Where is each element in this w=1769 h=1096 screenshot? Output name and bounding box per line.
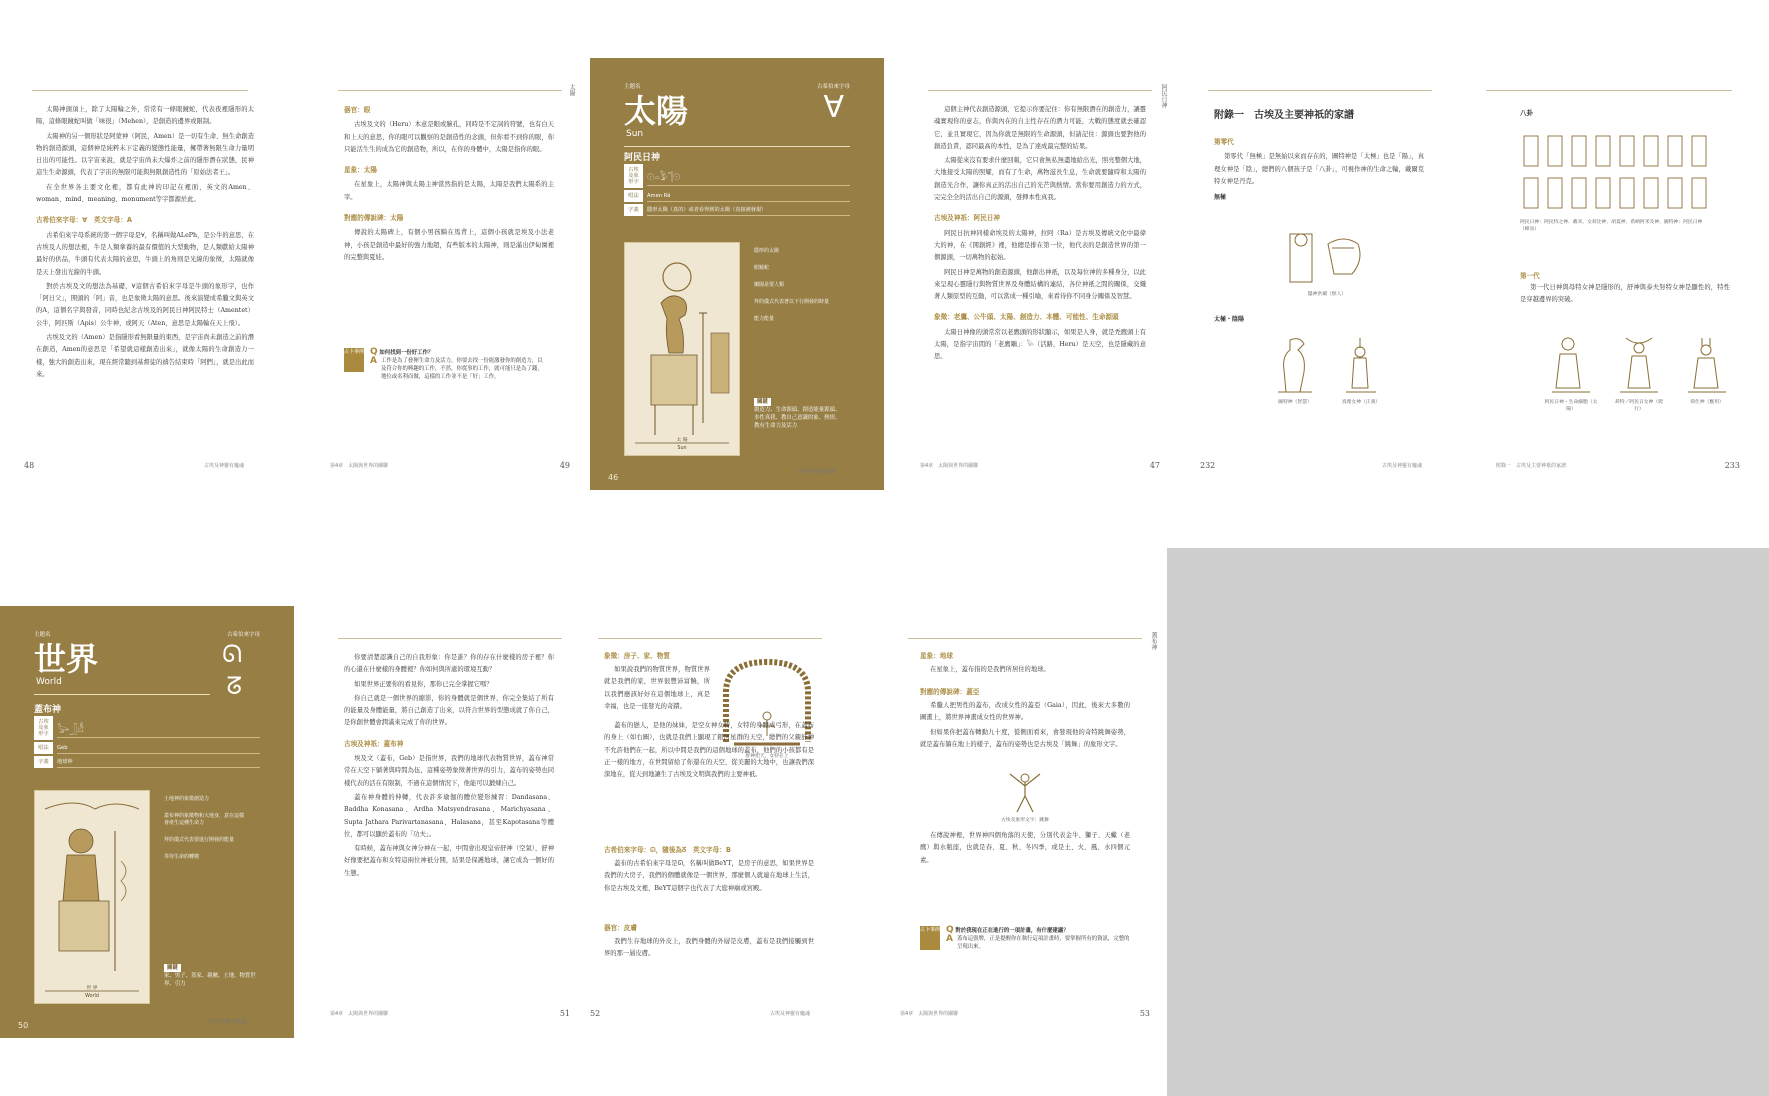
section-heading: 第一代 [1520, 272, 1540, 280]
info-row [624, 164, 850, 188]
page-47-body [934, 104, 1146, 366]
paragraph: 蓋布的古希伯來字母是ᘏ，名稱叫做BeYT，是房子的意思，如果世界是我們的大房子，我們的個體就像是一個世界，那麼個人就連在地球上生活，你是古埃及文裡，BeYT這個字也代表了大庭神廟或宮殿。 [604, 860, 814, 892]
keywords: 家、男子、蓋家、親屬、土地、物質世界、引力 [164, 973, 256, 987]
divination-qa-box [344, 348, 544, 381]
q-letter: Q [946, 925, 954, 935]
thoth-figure [1270, 334, 1320, 398]
info-key: 古埃及象形字 [624, 164, 643, 188]
title-rule [624, 146, 850, 147]
ra-figure [1544, 334, 1598, 398]
god-name: 阿民日神 [624, 153, 661, 163]
page-233 [1478, 78, 1740, 478]
card-subtitle: Sun [626, 129, 644, 139]
info-value: Amen Rá [647, 191, 850, 202]
dance-hieroglyph-figure [990, 770, 1060, 823]
page-footer: 第4章 太陽與世界的關聯 [920, 463, 979, 469]
figure-caption: 古埃及象形文字：跳舞 [1001, 818, 1049, 823]
page-53-body [920, 700, 1130, 753]
paragraph: 蓋布神身體的伸轉，代表許多瑜伽的體位變形練習：Dandasana、Baddha Konasana、Ardha Matsyendrasana、Marichyasana、Supta Jathara Parivartanasana、Halasana，甚至Kapotasana等體位，都可以顯於蓋布的「功夫」。 [344, 793, 554, 838]
figure-caption: 隱神洪爾（無人） [1307, 292, 1347, 297]
geb-illustration [34, 790, 150, 1004]
header-rule [1486, 90, 1732, 91]
callout: 拜的儀式代表要進行開發的能量 [164, 837, 235, 843]
hidden-god-figures [1272, 228, 1382, 290]
callout: 能力能量 [754, 316, 775, 322]
hebrew-glyph: ∀ [823, 90, 844, 125]
section-heading: 星象：太陽 [344, 166, 377, 175]
dancing-figure [990, 770, 1060, 816]
figure-caption: 舒神把天，女特在上 [745, 754, 789, 759]
page-number: 50 [18, 1021, 29, 1030]
panel-caption: 世 界 [86, 986, 98, 991]
keywords: 創造力、生命源頭、創造能量源頭、本性真我、教自己意識的象、熱情、教有生命力及活力 [754, 407, 841, 429]
callout: 等待生命的轉變 [164, 854, 200, 860]
section-heading: 古希伯來字母：∀ 英文字母：A [36, 216, 132, 225]
figure-caption: 荷仕神（應用） [1690, 400, 1724, 405]
answer: 蓋布這張牌，正是提醒你在執行這項計畫時，要掌握所有的資訊，完整的呈現出來。 [956, 936, 1130, 950]
a-letter: A [946, 934, 953, 944]
section-label: 太極・陰陽 [1214, 316, 1245, 323]
header-rule [908, 638, 1142, 639]
seated-falcon-god-figure [625, 243, 739, 455]
header-rule [338, 90, 562, 91]
letter-label: 古希伯來字母 [816, 84, 850, 90]
card-title: 世界 [34, 640, 99, 678]
sun-god-illustration [624, 242, 740, 456]
god-name: 蓋布神 [34, 705, 62, 715]
info-key: 字義 [34, 756, 53, 768]
paragraph: 古埃及文的（Amen）是指隱形看無限量的東西，是宇宙尚未創造之前的潛在創造，Amen的意思是「希望就這樣創造出來」，就像太陽的生命創造力一樣，強大的創造出來，現在經常聽到基督徒的禱告結束時「阿們」，就是出此而來。 [36, 334, 254, 378]
paragraph: 蓋布的戀人，是他的妹妹，是空女神女特，女特的身體成弓形，在蓋布的身上（如右圖），也就是我們上顯現了銀河星群的天空，總們的父親舒神不允許他們在一起，所以中間是我們的這個地球的蓋布，他們的小孩都有是正一樣的地方，在世間留給了你還在的天空，從美麗的大地中，也讓我們深深地在，從天到地讓生了古埃及文明與我們的主要神祇。 [604, 722, 814, 779]
hebrew-glyph: ᘏ [222, 640, 242, 668]
paragraph: 傳說的太陽碑上，有個小男孩騎在馬背上，這個小孩就是埃及小法老神，小孩是創造中最好的強力地超，有些版本的太陽神，則是滿出伊甸園裡的完整與夏娃。 [344, 229, 554, 261]
info-value: 地球神 [57, 756, 260, 768]
paragraph: 你自己就是一個世界的縮影，你的身體就是個世界，你完全集結了所有的能量及身體能量，將自己創造了出來，以符合世界的型態成就了你自己，是你創世體會潤滿來完成了你的世界。 [344, 694, 554, 727]
section-heading: 器官：眼 [344, 106, 371, 114]
a-letter: A [370, 356, 377, 366]
paragraph: 第一代日神與母特女神是隱形的，舒神與泰夫努特女神是顯性的，特性是穿越邊界的突破。 [1520, 284, 1730, 304]
section-heading: 對應的傳說碑：蓋亞 [920, 688, 980, 696]
info-value: 𓇳𓏏𓅱𓊹𓇳 [647, 166, 850, 186]
qa-tag: 占卜事例 [920, 926, 940, 950]
title-rule [34, 694, 210, 695]
page-number: 51 [559, 1009, 570, 1018]
header-rule [928, 90, 1152, 91]
ogdoad-figures [1520, 132, 1710, 232]
page-49-body [344, 104, 554, 266]
page-52 [590, 626, 830, 1026]
callout: 眼鏡蛇 [754, 265, 770, 271]
page-number: 48 [24, 461, 35, 470]
keyword-tag: 關鍵 [164, 964, 181, 972]
paragraph: 對於古埃及文的想法為基礎，∀這個古希伯來字母是牛頭的象形字，也作「阿日父」，開頭的「阿」音，也是象徵太陽的意思。後來演變成希臘文與英文的A，這個名字與發音，同時也紀念古埃及的阿民日神阿民特士（Amentet）公牛，阿匹斯（Apis）公牛神，或阿天（Aten，意思是太陽輪在天上飛）。 [36, 282, 254, 327]
info-row [34, 716, 260, 740]
keyword-tag: 關鍵 [754, 398, 771, 406]
seated-geb-figure [35, 791, 149, 1003]
section-heading: 古希伯來字母：ᘏ，隨後為ᘔ 英文字母：B [604, 846, 731, 854]
page-footer: 附錄一 古埃及主要神祇的家譜 [1496, 463, 1567, 469]
paragraph: 阿民日神是萬物的創造源頭，他創出神祇，以及每位神的多種身分，以此來呈現心靈隱行與物質世界及身體結構的連結，各位神祇之間的關係，交織著人類原型的互動，可以當成一種引喻，來看待你不同身分關係及智慧。 [934, 268, 1146, 301]
page-number: 233 [1724, 461, 1740, 470]
info-value: 𓅬𓃀𓀭 [57, 718, 260, 738]
page-46-footer: 古埃及神靈有魔魂 [796, 469, 837, 475]
section-label: 八卦 [1520, 109, 1533, 117]
paragraph: 我們生存地球的外皮上，我們身體的外層是皮膚，蓋布是我們接觸到世界的那一層皮膚。 [604, 938, 814, 958]
section-heading: 星象：地球 [920, 652, 953, 660]
info-row [34, 756, 260, 768]
section-heading: 象徵：老鷹、公牛頭、太陽、創造力、本體、可能性、生命源頭 [934, 313, 1119, 322]
page-50-footer: 古埃及神靈有魔魂 [206, 1019, 247, 1025]
maat-figure [1336, 334, 1386, 398]
qa-tag: 占卜事例 [344, 348, 364, 372]
section-heading: 器官：皮膚 [604, 924, 637, 932]
section-heading: 古埃及神祇：阿民日神 [934, 214, 1000, 223]
paragraph: 但如果你把蓋布轉動九十度，從側面看來，會發現他的奇特跳舞姿勢，就是蓋布躺在地上的樣子，蓋布的姿勢也是古埃及「跳舞」的象形文字。 [920, 728, 1130, 748]
keyword-box [164, 964, 256, 988]
theme-label: 主題名 [34, 632, 51, 638]
paragraph: 第零代「無極」是無始以來而存在的，圖特神是「太極」也是「陽」，真理女神是「陰」，總們的八個孩子是「八卦」，可視作神的生命之輪，戴爾克特女神是丹克。 [1214, 153, 1424, 185]
page-47 [920, 78, 1167, 478]
figure-caption: 真理女神（正義） [1341, 400, 1381, 405]
info-table [34, 716, 260, 770]
figure-caption: 阿民日神・生命細胞（太陽） [1544, 400, 1598, 412]
appendix-title: 附錄一 古埃及主要神祇的家譜 [1214, 110, 1354, 121]
figure-hidden-god [1272, 228, 1382, 297]
info-value: Geb [57, 743, 260, 754]
info-value: 隱形太陽（真的）或者看得到的太陽（真接被發現） [647, 204, 850, 216]
section-heading: 對應的傳說碑：太陽 [344, 214, 404, 223]
page-232 [1200, 78, 1440, 478]
info-key: 古埃及象形字 [34, 716, 53, 740]
header-rule [1208, 90, 1432, 91]
page-number: 232 [1200, 461, 1216, 470]
info-table [624, 164, 850, 218]
page-number: 49 [559, 461, 570, 470]
eight-gods-figures [1520, 132, 1710, 216]
page-46-sun-card [590, 58, 884, 490]
header-rule [32, 90, 248, 91]
header-rule [338, 638, 562, 639]
paragraph: 古埃及文的（Heru）本意是眼或臉孔，同時是不定詞的符號，也有白天和上天的意思，你的眼可以觀察的是創造性的念頭，但你看不到你的眼，你只能活生生的成為它的創造物，所以，在你的身體中，太陽是指你的眼。 [344, 121, 554, 153]
paragraph: 這個主神代表創造源頭，它提示你要記住：你有無限潛在的創造力，讓靈魂實現你的意志，你與內在的自主性存在的潛力可能，大戰的態度就去確認它，並且實現它，因為你就是無限的生命源頭，但請記住：源頭也要對他的創造負責，認同最高的本性，是為了達成最完整的結果。 [934, 106, 1146, 150]
callout: 蘭園是要人類 [754, 282, 785, 288]
keyword-box [754, 398, 844, 430]
callout: 拜的儀式代表著以下行開發的時量 [754, 299, 830, 305]
paragraph: 阿民日抗神同樣命埃及的太陽神，拉阿（Ra）是古埃及傳統文化中最偉大的神，在《開創經》裡，他總是排在第一位，他代表的是創造世界的第一個源頭，一切萬物的起始。 [934, 229, 1146, 262]
header-rule [598, 638, 822, 639]
empty-gray-area [1167, 548, 1769, 1096]
panel-caption: 太 陽 [676, 438, 688, 443]
section-label: 無極 [1214, 194, 1227, 202]
info-row [624, 190, 850, 202]
paragraph: 在星象上，太陽神與太陽主神當然指的是太陽，太陽是我們太陽系的主宰。 [344, 181, 554, 201]
card-subtitle: World [36, 677, 62, 687]
page-footer: 第4章 太陽與世界的關聯 [900, 1011, 959, 1017]
panel-caption-en: World [85, 994, 99, 999]
page-49 [330, 78, 575, 478]
info-row [624, 204, 850, 216]
page-footer: 古埃及神靈有魔魂 [770, 1011, 811, 1017]
side-tab: 阿民日神 [1160, 84, 1167, 108]
answer: 工作是為了發揮生命力及活力，你要去找一份能激發你的創造力，以及符合你的興趣的工作，不然，你從事的工作，就可能只是為了錢，地位或名利而做，這樣的工作並不是「好」工作。 [380, 358, 543, 380]
paragraph: 在傳說神裡，世界神四個角落的天使，分別代表金牛、獅子、天蠍（老鷹）與水瓶座，也就是春、夏、秋、冬四季，或是土、火、風、水四個元素。 [920, 832, 1130, 864]
figure-caption: 荷特／阿民日女神（爬行） [1615, 400, 1663, 412]
section-heading: 象徵：房子、家、物質 [604, 652, 670, 660]
page-number: 52 [590, 1009, 601, 1018]
paragraph: 古希伯來字母系統的第一個字母是∀，名稱叫做ALePh，是公牛的意思，在古埃及人的想法裡，牛是人類拿養的最有價值的大型動物，是人類獻給太陽神最好的供品，牛頭有代表太陽的意思，牛頭上的角則是光線的象徵，太陽就像是天上發出光線的牛頭。 [36, 231, 254, 276]
callout: 隱形的太陽 [754, 248, 780, 254]
section-heading: 古埃及神祇：蓋布神 [344, 739, 404, 748]
illustration-callouts [164, 796, 248, 871]
figure-thoth [1270, 334, 1320, 405]
section-heading: 第零代 [1214, 138, 1234, 146]
figure-horus [1680, 334, 1734, 405]
page-footer: 古埃及神靈有魔魂 [204, 463, 245, 469]
figure-hathor [1612, 334, 1666, 412]
page-number: 46 [608, 473, 619, 482]
horus-figure [1680, 334, 1734, 398]
figure-caption: 阿民日神：阿民特之神、戴米、女荷比神、胡夏神、希納阿米及神、圖特神：阿民日神（蜂鳥） [1520, 220, 1703, 232]
page-footer: 古埃及神靈有魔魂 [1382, 463, 1423, 469]
illustration-callouts [754, 248, 834, 333]
bottom-spread-row [0, 548, 1167, 1096]
figure-caption: 圖特神（智慧） [1278, 400, 1312, 405]
paragraph: 希臘人把男性的蓋布，改成女性的蓋亞（Gaia），因此，後來大多數的圖畫上，將世界神畫成女性的世界神。 [920, 702, 1130, 722]
question: 如何找到一份好工作？ [379, 350, 434, 356]
info-key: 字義 [624, 204, 643, 216]
callout: 土地神的象徵創造力 [164, 796, 210, 802]
paragraph: 在全世界各主要文化裡，都有此神的印記在裡面，英文的Amen、woman、mind、meaning、monument等字都源於此。 [36, 183, 254, 204]
info-key: 唱法 [34, 742, 53, 754]
page-232-body [1214, 128, 1424, 204]
page-51-body [344, 652, 554, 882]
page-51 [330, 626, 570, 1026]
side-tab: 蓋布神 [1150, 632, 1157, 650]
divination-qa-box [920, 926, 1130, 951]
page-footer: 第4章 太陽與世界的關聯 [330, 1011, 389, 1017]
paragraph: 太陽從來沒有要求什麼回報，它只會無私無盡地給出光，照亮整個大地，大地接受太陽的照耀，而有了生命，萬物滋長生息，生命就要隨時和太陽的創造光合作，讓你真正的活出自己的光芒與熱情。當你要用創造力的方式，完完全全的活出自己的源頭，發揮本性真我。 [934, 157, 1146, 202]
paragraph: 在星象上，蓋布指的是我們所居住的地球。 [930, 666, 1050, 673]
paragraph: 有時候，蓋布神與女神分神在一起，中間會出現皇帝舒神（空氣），舒神好像要把蓋布和女特這兩位神祇分開，結果是保護地球，讓它成為一個好的生態。 [344, 845, 554, 877]
q-letter: Q [370, 347, 378, 357]
page-number: 53 [1139, 1009, 1150, 1018]
hebrew-glyph-later: ᘔ [226, 672, 242, 700]
paragraph: 你要清楚認識自己的自我形象：你是誰？你的存在什麼樣的房子裡？你的心還在什麼樣的身體裡？你如何與所處的環境互動？ [344, 654, 554, 674]
page-53 [900, 626, 1157, 1026]
paragraph: 埃及文（蓋布，Geb）是指世界，我們的地球代表物質世界，蓋布神常常在天空下躺著與時間為伍，這種姿勢象徵著世界的引力，蓋布的姿勢也同樣代表的活在有限制，不過在這個情況下，他能可以鍛煉自己。 [344, 755, 554, 787]
page-50-world-card [0, 606, 294, 1038]
paragraph: 如果世界正要你的看見你，那你已完全掌握它嗎？ [354, 680, 493, 688]
callout: 蓋布神的象徵物和大地身，意在這樣會產生這種生命力 [164, 813, 245, 826]
page-number: 47 [1149, 461, 1160, 470]
card-title: 太陽 [624, 92, 689, 130]
page-48 [24, 78, 256, 478]
figure-maat [1336, 334, 1386, 405]
page-footer: 第4章 太陽與世界的關聯 [330, 463, 389, 469]
side-tab: 太陽 [568, 84, 575, 96]
figure-ra [1544, 334, 1598, 412]
panel-caption-en: Sun [677, 446, 687, 451]
paragraph: 太陽日神像的頭常常以老鷹頭的形狀顯示，如果是人身，就是禿鷹頭上有太陽，是指宇宙間的「老鷹鵰」：𓅃（活路，Heru）是天空，也是隱藏的意思。 [934, 328, 1146, 361]
info-key: 唱法 [624, 190, 643, 202]
page-48-body [36, 104, 254, 383]
hathor-figure [1612, 334, 1666, 398]
info-row [34, 742, 260, 754]
letter-label: 古希伯來字母 [226, 632, 260, 638]
paragraph: 如果說我們的物質世界，物質世界就是我們的家，世界很豐沛富饒，所以我們應該好好在這個地球上，真是幸福，也是一座發光的奇蹟。 [604, 666, 710, 710]
theme-label: 主題名 [624, 84, 641, 90]
paragraph: 太陽神頭頂上，除了太陽輪之外，常常有一條眼鏡蛇，代表夜裡隱形的太陽，這條眼鏡蛇叫做「味很」（Mehen），是創造的邊界或限制。 [36, 106, 254, 126]
question: 對於我現在正在進行的一項計畫，有什麼建議？ [955, 928, 1069, 934]
paragraph: 太陽神的另一個形狀是阿蒙神（阿民，Amen）是一切有生命、無生命創造物的創造源頭，這個神是純粹未下定義的變態性能量，擁帶著無限生命力量明日出的可能性。以宇宙來說，就是宇宙尚未大爆炸之前的隱形潛在狀態，民神這生生命源頭，代表了宇宙的無限可能與無限創造性的「原始法者王」。 [36, 132, 254, 177]
